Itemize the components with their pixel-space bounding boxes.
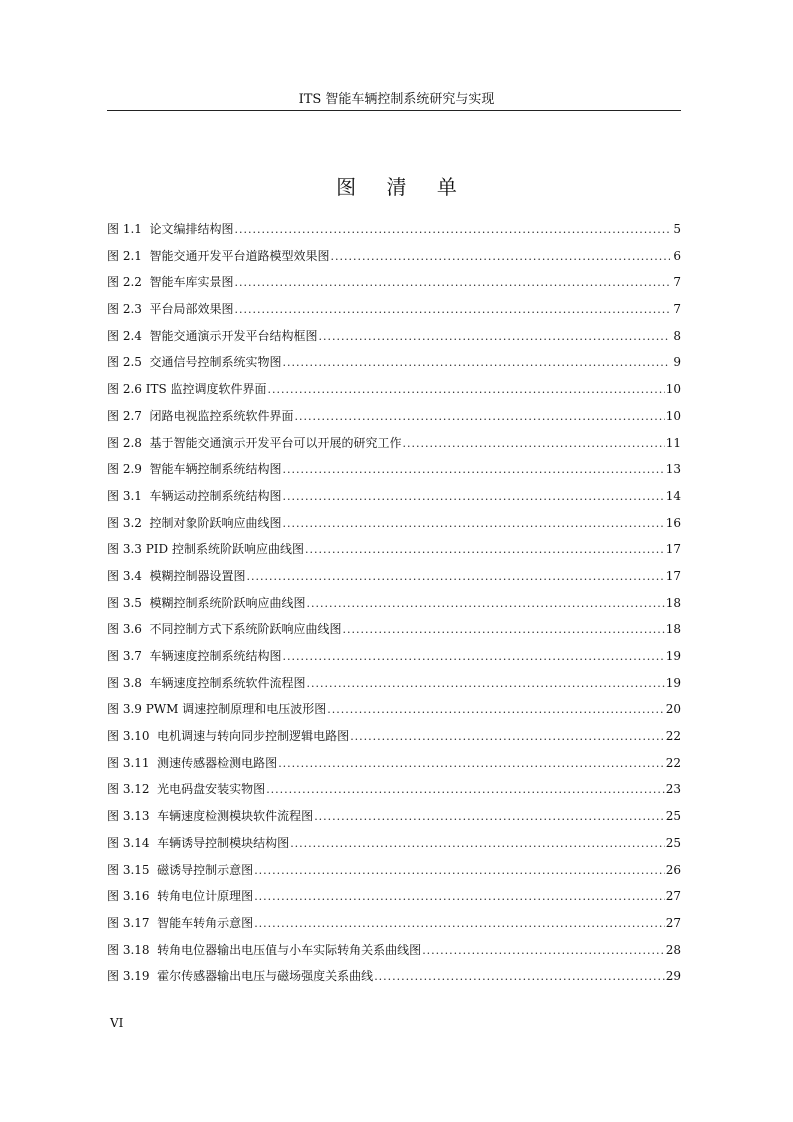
figure-number: 图 3.18 [107,942,158,957]
figure-number: 图 3.5 [107,595,150,610]
figure-page-number: 29 [665,969,681,984]
dot-leader [254,915,665,933]
figure-title: 电机调速与转向同步控制逻辑电路图 [157,729,350,744]
figure-title: 不同控制方式下系统阶跃响应曲线图 [149,622,342,637]
figure-title: 测速传感器检测电路图 [157,755,278,770]
dot-leader [295,408,665,426]
dot-leader [266,781,665,799]
figure-number: 图 3.11 [107,755,158,770]
figure-number: 图 2.7 [107,408,150,423]
figure-title: 车辆运动控制系统结构图 [149,488,282,503]
figure-page-number: 11 [665,435,681,450]
figure-title: 转角电位器输出电压值与小车实际转角关系曲线图 [157,942,422,957]
dot-leader [307,675,665,693]
toc-entry[interactable] [107,887,681,914]
dot-leader [235,221,670,239]
dot-leader [307,595,665,613]
toc-entry[interactable] [107,567,681,594]
dot-leader [422,942,665,960]
toc-entry[interactable] [107,380,681,407]
figure-title: ITS 监控调度软件界面 [145,382,267,397]
toc-entry[interactable] [107,834,681,861]
dot-leader [283,488,665,506]
toc-entry[interactable] [107,674,681,701]
figure-page-number: 10 [665,382,681,397]
figure-number: 图 3.19 [107,969,158,984]
dot-leader [283,648,665,666]
toc-entry[interactable] [107,754,681,781]
dot-leader [305,541,665,559]
toc-entry[interactable] [107,727,681,754]
toc-entry[interactable] [107,780,681,807]
figure-title: 光电码盘安装实物图 [157,782,266,797]
figure-number: 图 3.13 [107,809,158,824]
figure-page-number: 6 [673,248,681,263]
toc-entry[interactable] [107,540,681,567]
dot-leader [254,862,665,880]
figure-number: 图 3.16 [107,889,158,904]
figure-number: 图 2.1 [107,248,150,263]
dot-leader [235,274,670,292]
toc-entry[interactable] [107,327,681,354]
figure-title: 车辆速度检测模块软件流程图 [157,809,314,824]
figure-number: 图 2.3 [107,302,150,317]
figure-page-number: 22 [665,729,681,744]
figure-title: 车辆诱导控制模块结构图 [157,835,290,850]
figure-number: 图 3.1 [107,488,150,503]
figure-title: 智能车库实景图 [149,275,234,290]
dot-leader [268,381,665,399]
figure-page-number: 10 [665,408,681,423]
dot-leader [235,301,670,319]
figure-title: 磁诱导控制示意图 [157,862,254,877]
figure-page-number: 18 [665,595,681,610]
toc-entry[interactable] [107,807,681,834]
figure-number: 图 3.15 [107,862,158,877]
figure-page-number: 17 [665,568,681,583]
figure-number: 图 3.2 [107,515,150,530]
figure-number: 图 3.8 [107,675,150,690]
figure-title: 车辆速度控制系统软件流程图 [149,675,306,690]
dot-leader [283,354,670,372]
figure-title: 平台局部效果图 [149,302,234,317]
figure-page-number: 26 [665,862,681,877]
figure-title: 智能车辆控制系统结构图 [149,462,282,477]
figure-page-number: 7 [673,302,681,317]
toc-entry[interactable] [107,407,681,434]
figure-title: 智能交通开发平台道路模型效果图 [149,248,330,263]
figure-page-number: 7 [673,275,681,290]
toc-entry[interactable] [107,620,681,647]
dot-leader [403,435,665,453]
dot-leader [290,835,665,853]
toc-entry[interactable] [107,594,681,621]
dot-leader [327,701,664,719]
figure-page-number: 28 [665,942,681,957]
toc-entry[interactable] [107,434,681,461]
figure-page-number: 14 [665,488,681,503]
dot-leader [254,888,665,906]
figure-page-number: 20 [665,702,681,717]
figure-number: 图 3.4 [107,568,150,583]
figure-title: 论文编排结构图 [149,222,234,236]
toc-entry[interactable] [107,247,681,274]
toc-entry[interactable] [107,647,681,674]
dot-leader [319,328,670,346]
toc-entry[interactable] [107,861,681,888]
dot-leader [331,248,670,266]
figure-number: 图 2.6 [107,382,146,397]
figure-title: 霍尔传感器输出电压与磁场强度关系曲线 [157,969,374,984]
figure-number: 图 3.12 [107,782,158,797]
figure-title: 模糊控制系统阶跃响应曲线图 [149,595,306,610]
figure-number: 图 2.5 [107,355,150,370]
figure-page-number: 17 [665,542,681,557]
figure-number: 图 3.6 [107,622,150,637]
figure-title: PWM 调速控制原理和电压波形图 [145,702,327,717]
figure-title: 转角电位计原理图 [157,889,254,904]
dot-leader [278,755,665,773]
dot-leader [283,515,665,533]
toc-entry[interactable] [107,914,681,941]
figure-page-number: 8 [673,328,681,343]
running-header: ITS 智能车辆控制系统研究与实现 [298,92,495,107]
figure-number: 图 3.9 [107,702,146,717]
page-number: VI [110,1016,124,1030]
page-title: 图 清 单 [336,175,469,200]
figure-number: 图 2.2 [107,275,150,290]
toc-entry[interactable] [107,273,681,300]
toc-entry[interactable] [107,941,681,968]
toc-entry[interactable] [107,967,681,994]
dot-leader [314,808,665,826]
toc-entry[interactable] [107,514,681,541]
header-divider [107,110,681,111]
figure-page-number: 16 [665,515,681,530]
figure-page-number: 25 [665,809,681,824]
figure-title: PID 控制系统阶跃响应曲线图 [145,542,304,557]
toc-entry[interactable] [107,300,681,327]
dot-leader [283,461,665,479]
figure-page-number: 19 [665,649,681,663]
toc-entry[interactable] [107,353,681,380]
figure-number: 图 3.17 [107,915,158,930]
toc-entry[interactable] [107,220,681,247]
figure-number: 图 2.8 [107,435,150,450]
dot-leader [374,968,665,986]
figure-number: 图 2.4 [107,328,150,343]
figure-page-number: 13 [665,462,681,477]
figure-page-number: 27 [665,915,681,930]
dot-leader [247,568,665,586]
figure-number: 图 3.14 [107,835,158,850]
figure-title: 交通信号控制系统实物图 [149,355,282,370]
toc-entry[interactable] [107,487,681,514]
dot-leader [343,621,665,639]
figure-title: 控制对象阶跃响应曲线图 [149,515,282,530]
dot-leader [350,728,665,746]
figure-title: 智能交通演示开发平台结构框图 [149,328,318,343]
figure-page-number: 5 [673,222,681,236]
figure-page-number: 9 [673,355,681,370]
figure-page-number: 19 [665,675,681,690]
figure-title: 模糊控制器设置图 [149,568,246,583]
figure-page-number: 23 [665,782,681,797]
figure-number: 图 3.10 [107,729,158,744]
figure-number: 图 3.3 [107,542,146,557]
figure-number: 图 2.9 [107,462,150,477]
figure-title: 闭路电视监控系统软件界面 [149,408,294,423]
toc-entry[interactable] [107,700,681,727]
figure-number: 图 1.1 [107,222,150,236]
figure-page-number: 27 [665,889,681,904]
figure-number: 图 3.7 [107,649,150,663]
figure-page-number: 25 [665,835,681,850]
figure-title: 基于智能交通演示开发平台可以开展的研究工作 [149,435,402,450]
toc-entry[interactable] [107,460,681,487]
figure-page-number: 22 [665,755,681,770]
list-of-figures [107,220,681,994]
figure-page-number: 18 [665,622,681,637]
figure-title: 车辆速度控制系统结构图 [149,649,282,663]
figure-title: 智能车转角示意图 [157,915,254,930]
